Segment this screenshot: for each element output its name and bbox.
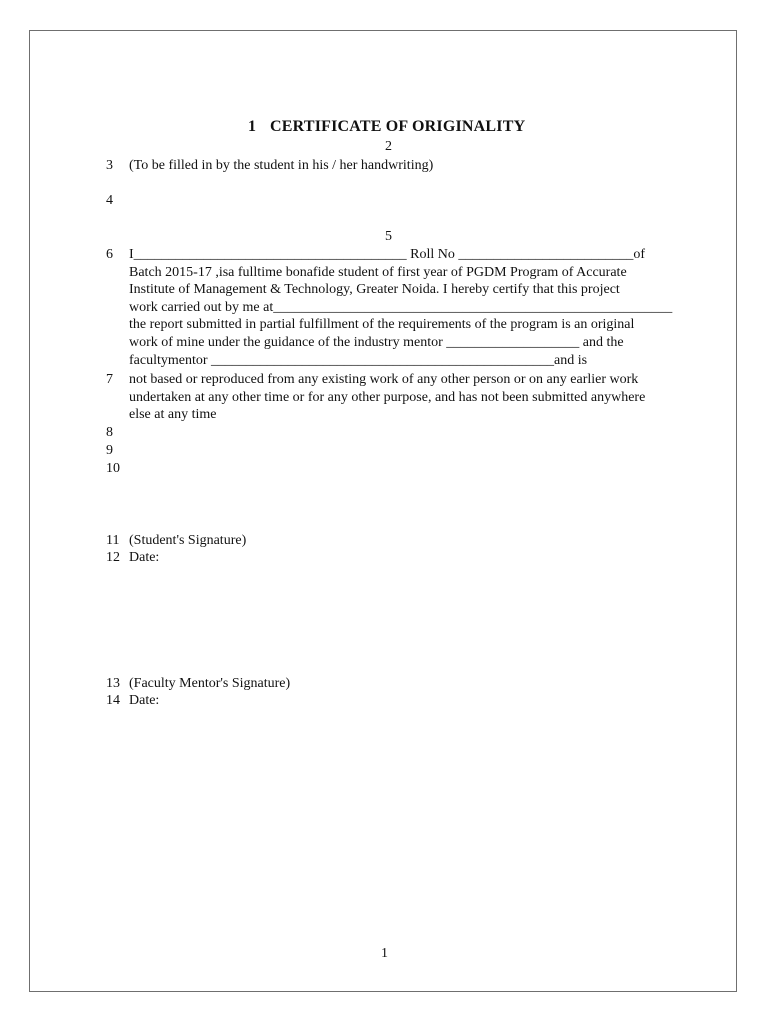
line-marker-5: 5: [385, 229, 392, 244]
originality-paragraph: [129, 371, 689, 424]
originality-line: not based or reproduced from any existing work of any other person or on any earlier work: [129, 372, 639, 387]
page-title: CERTIFICATE OF ORIGINALITY: [270, 118, 526, 135]
originality-line: undertaken at any other time or for any other purpose, and has not been submitted anywhere: [129, 389, 646, 405]
line-number-3: 3: [106, 158, 113, 173]
certification-line: work carried out by me at_________________________________________________________: [129, 299, 673, 315]
line-number-8: 8: [106, 425, 113, 440]
certification-line: facultymentor _________________________________________________and is: [129, 352, 588, 368]
student-signature-label: (Student's Signature): [129, 533, 247, 548]
line-number-6: 6: [106, 247, 113, 262]
line-number-14: 14: [106, 693, 120, 708]
line-marker-2: 2: [385, 139, 392, 154]
certification-paragraph: [129, 246, 689, 369]
student-date-label: Date:: [129, 550, 160, 565]
line-number-9: 9: [106, 443, 113, 458]
certification-line: Institute of Management & Technology, Greater Noida. I hereby certify that this project: [129, 282, 620, 298]
heading-number: 1: [248, 118, 257, 135]
line-number-12: 12: [106, 550, 120, 565]
line-number-11: 11: [106, 533, 120, 548]
certification-line: I_______________________________________ Roll No _________________________of: [129, 247, 646, 262]
faculty-signature-label: (Faculty Mentor's Signature): [129, 676, 291, 691]
page-number: 1: [381, 946, 388, 961]
faculty-date-label: Date:: [129, 693, 160, 708]
certification-line: work of mine under the guidance of the industry mentor ___________________ and the: [129, 334, 624, 350]
line-number-4: 4: [106, 193, 113, 208]
originality-line: else at any time: [129, 407, 217, 423]
certification-line: the report submitted in partial fulfillment of the requirements of the program is an original: [129, 317, 635, 333]
line-number-10: 10: [106, 461, 120, 476]
line-number-7: 7: [106, 372, 113, 387]
instruction-text: (To be filled in by the student in his / her handwriting): [129, 158, 434, 173]
line-number-13: 13: [106, 676, 120, 691]
certification-line: Batch 2015-17 ,isa fulltime bonafide student of first year of PGDM Program of Accurate: [129, 264, 627, 280]
